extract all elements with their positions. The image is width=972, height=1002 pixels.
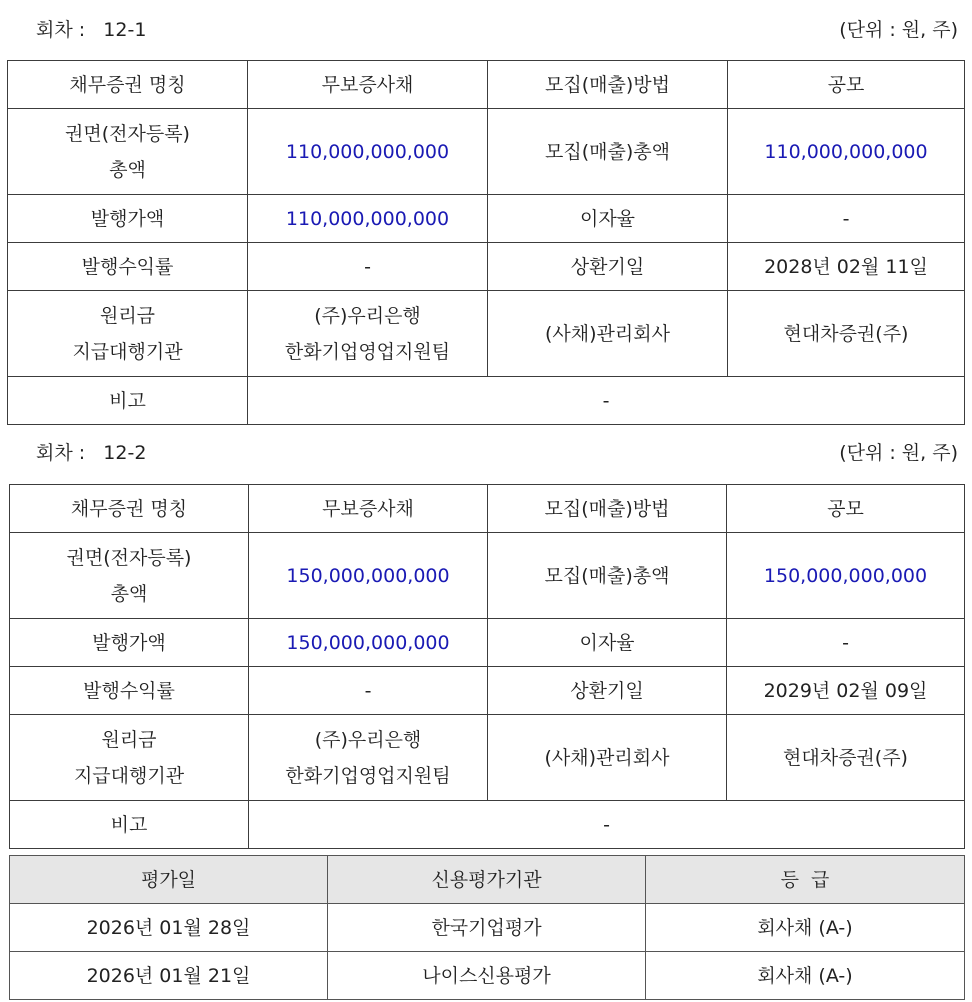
issue-1-header [0,15,972,45]
table-row [10,715,965,801]
total-amount-value: 150,000,000,000 [727,533,965,619]
note-label: 비고 [8,377,248,425]
yield-value: - [248,243,488,291]
table-row [8,195,965,243]
paying-agent-label: 원리금 지급대행기관 [10,715,249,801]
note-value: - [249,801,965,849]
maturity-value: 2029년 02월 09일 [727,667,965,715]
round-value: 12-2 [103,442,147,464]
rating-agency: 한국기업평가 [328,904,646,952]
table-row [10,904,965,952]
face-amount-label: 권면(전자등록) 총액 [8,109,248,195]
maturity-label: 상환기일 [488,243,728,291]
rate-value: - [727,619,965,667]
paying-agent-value: (주)우리은행 한화기업영업지원팀 [248,291,488,377]
table-row [10,533,965,619]
table-row [10,801,965,849]
round-label: 회차 : [36,19,86,41]
column-header: 신용평가기관 [328,856,646,904]
unit-label: (단위 : 원, 주) [839,442,958,464]
price-value: 150,000,000,000 [249,619,488,667]
note-value: - [248,377,965,425]
round-value: 12-1 [103,19,147,41]
total-amount-label: 모집(매출)총액 [488,533,727,619]
table-row [10,952,965,1000]
manager-value: 현대차증권(주) [727,715,965,801]
column-header: 등 급 [646,856,965,904]
manager-label: (사채)관리회사 [488,715,727,801]
table-row [8,61,965,109]
yield-value: - [249,667,488,715]
rating-grade: 회사채 (A-) [646,952,965,1000]
unit-label: (단위 : 원, 주) [839,19,958,41]
method-label: 모집(매출)방법 [488,61,728,109]
name-label: 채무증권 명칭 [10,485,249,533]
issue-2-header [0,438,972,468]
name-value: 무보증사채 [248,61,488,109]
name-value: 무보증사채 [249,485,488,533]
column-header: 평가일 [10,856,328,904]
maturity-label: 상환기일 [488,667,727,715]
table-row [8,243,965,291]
method-value: 공모 [727,485,965,533]
note-label: 비고 [10,801,249,849]
price-label: 발행가액 [10,619,249,667]
round-label: 회차 : [36,442,86,464]
rating-agency: 나이스신용평가 [328,952,646,1000]
manager-value: 현대차증권(주) [728,291,965,377]
yield-label: 발행수익률 [8,243,248,291]
face-amount-value: 150,000,000,000 [249,533,488,619]
table-row [10,667,965,715]
total-amount-value: 110,000,000,000 [728,109,965,195]
total-amount-label: 모집(매출)총액 [488,109,728,195]
paying-agent-label: 원리금 지급대행기관 [8,291,248,377]
table-row [10,619,965,667]
face-amount-label: 권면(전자등록) 총액 [10,533,249,619]
rate-value: - [728,195,965,243]
face-amount-value: 110,000,000,000 [248,109,488,195]
table-row [8,377,965,425]
rate-label: 이자율 [488,619,727,667]
issue-2-table [9,484,965,849]
method-value: 공모 [728,61,965,109]
maturity-value: 2028년 02월 11일 [728,243,965,291]
table-header-row [10,856,965,904]
yield-label: 발행수익률 [10,667,249,715]
name-label: 채무증권 명칭 [8,61,248,109]
manager-label: (사채)관리회사 [488,291,728,377]
method-label: 모집(매출)방법 [488,485,727,533]
rating-date: 2026년 01월 28일 [10,904,328,952]
table-row [8,291,965,377]
rate-label: 이자율 [488,195,728,243]
issue-1-table [7,60,965,425]
table-row [8,109,965,195]
paying-agent-value: (주)우리은행 한화기업영업지원팀 [249,715,488,801]
rating-grade: 회사채 (A-) [646,904,965,952]
credit-rating-table [9,855,965,1000]
table-row [10,485,965,533]
price-value: 110,000,000,000 [248,195,488,243]
rating-date: 2026년 01월 21일 [10,952,328,1000]
price-label: 발행가액 [8,195,248,243]
